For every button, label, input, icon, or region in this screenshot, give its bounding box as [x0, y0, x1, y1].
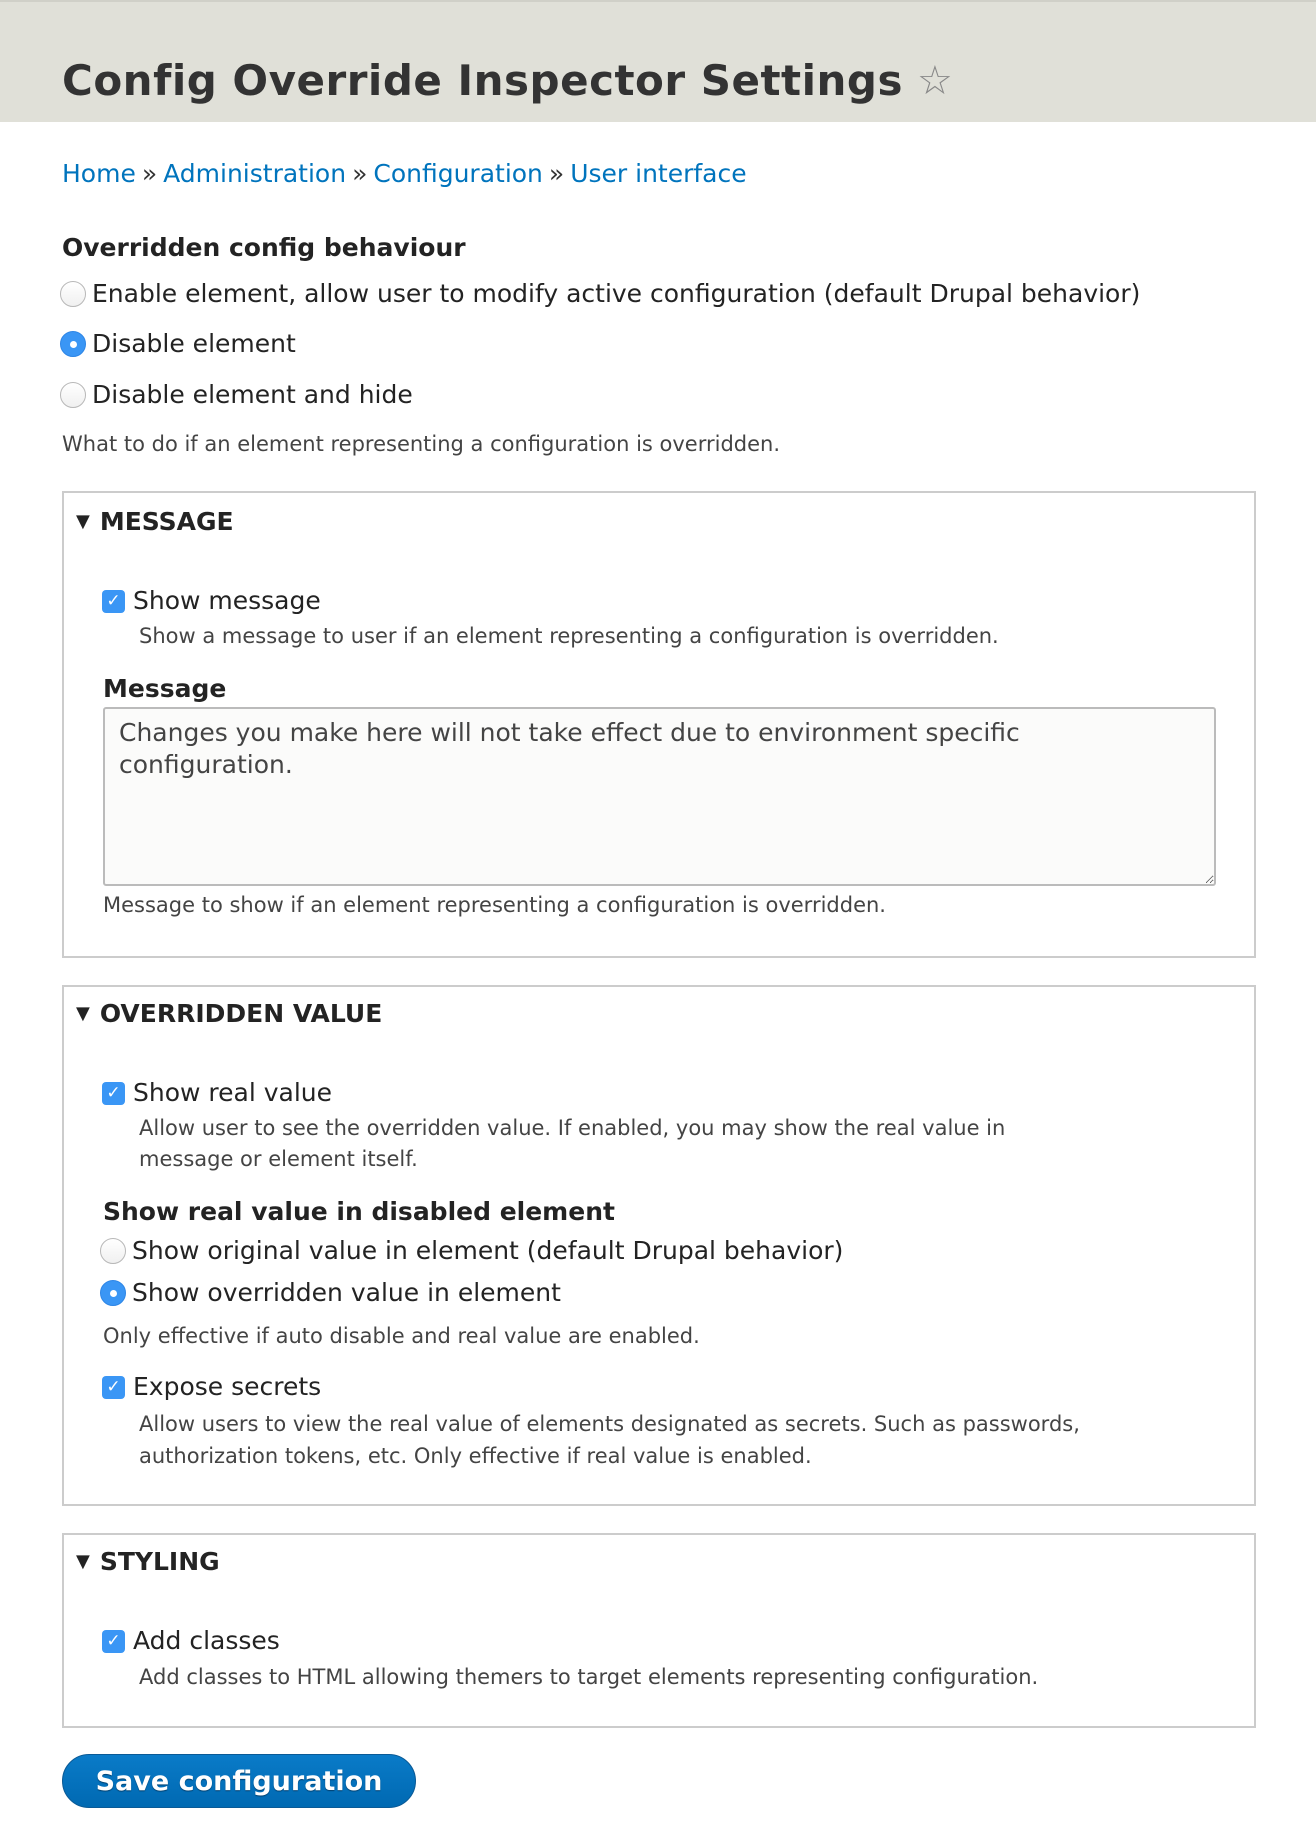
radio-label: Show original value in element (default Drupal behavior) — [132, 1236, 844, 1265]
radio-icon[interactable] — [100, 1238, 126, 1264]
message-field-description: Message to show if an element representing a configuration is overridden. — [103, 893, 886, 917]
collapse-triangle-icon: ▼ — [76, 1551, 90, 1572]
checkbox-checked-icon[interactable]: ✓ — [102, 1630, 125, 1653]
save-configuration-button[interactable]: Save configuration — [62, 1754, 416, 1808]
radio-selected-icon[interactable] — [100, 1280, 126, 1306]
message-field-label: Message — [103, 674, 227, 703]
breadcrumb-configuration[interactable]: Configuration — [373, 159, 543, 188]
breadcrumb-home[interactable]: Home — [62, 159, 136, 188]
radio-disable-element[interactable] — [60, 328, 296, 360]
breadcrumb-administration[interactable]: Administration — [163, 159, 347, 188]
legend-text: MESSAGE — [99, 507, 234, 536]
collapse-triangle-icon: ▼ — [76, 1003, 90, 1024]
checkbox-checked-icon[interactable]: ✓ — [102, 590, 125, 613]
page-title — [62, 56, 953, 106]
radio-show-original[interactable] — [100, 1235, 843, 1267]
radio-disable-and-hide[interactable] — [60, 379, 413, 411]
radio-icon[interactable] — [60, 382, 86, 408]
radio-show-overridden[interactable] — [100, 1277, 561, 1309]
breadcrumb-separator: » — [141, 159, 158, 188]
show-real-value-checkbox[interactable] — [102, 1077, 332, 1109]
styling-legend[interactable] — [76, 1546, 220, 1578]
legend-text: OVERRIDDEN VALUE — [99, 999, 383, 1028]
breadcrumb — [62, 158, 747, 190]
add-classes-checkbox[interactable] — [102, 1625, 280, 1657]
title-text: Config Override Inspector Settings — [62, 56, 903, 105]
breadcrumb-separator: » — [548, 159, 565, 188]
radio-enable-element[interactable] — [60, 278, 1140, 310]
expose-secrets-description-cont: authorization tokens, etc. Only effective if real value is enabled. — [139, 1444, 812, 1468]
behaviour-label: Overridden config behaviour — [62, 233, 466, 262]
expose-secrets-description: Allow users to view the real value of elements designated as secrets. Such as passwords, — [139, 1412, 1080, 1436]
radio-icon[interactable] — [60, 281, 86, 307]
collapse-triangle-icon: ▼ — [76, 511, 90, 532]
radio-selected-icon[interactable] — [60, 331, 86, 357]
disabled-element-note: Only effective if auto disable and real value are enabled. — [103, 1324, 700, 1348]
disabled-element-label: Show real value in disabled element — [103, 1197, 615, 1226]
show-message-checkbox[interactable] — [102, 585, 321, 617]
message-legend[interactable] — [76, 506, 234, 538]
checkbox-label: Add classes — [133, 1626, 280, 1655]
show-real-value-description-cont: message or element itself. — [139, 1147, 418, 1171]
radio-label: Enable element, allow user to modify active configuration (default Drupal behavior) — [92, 279, 1141, 308]
checkbox-label: Expose secrets — [133, 1372, 322, 1401]
radio-label: Show overridden value in element — [132, 1278, 561, 1307]
expose-secrets-checkbox[interactable] — [102, 1371, 321, 1403]
show-real-value-description: Allow user to see the overridden value. If enabled, you may show the real value in — [139, 1116, 1006, 1140]
checkbox-checked-icon[interactable]: ✓ — [102, 1082, 125, 1105]
behaviour-description: What to do if an element representing a configuration is overridden. — [62, 432, 781, 456]
radio-label: Disable element and hide — [92, 380, 413, 409]
breadcrumb-user-interface[interactable]: User interface — [570, 159, 747, 188]
message-textarea[interactable] — [103, 707, 1216, 886]
checkbox-label: Show message — [133, 586, 321, 615]
show-message-description: Show a message to user if an element representing a configuration is overridden. — [139, 624, 999, 648]
radio-label: Disable element — [92, 329, 296, 358]
star-icon[interactable]: ☆ — [916, 58, 954, 104]
breadcrumb-separator: » — [352, 159, 368, 188]
checkbox-checked-icon[interactable]: ✓ — [102, 1376, 125, 1399]
legend-text: STYLING — [99, 1547, 220, 1576]
checkbox-label: Show real value — [133, 1078, 333, 1107]
overridden-value-legend[interactable] — [76, 998, 382, 1030]
add-classes-description: Add classes to HTML allowing themers to target elements representing configuration. — [139, 1665, 1039, 1689]
